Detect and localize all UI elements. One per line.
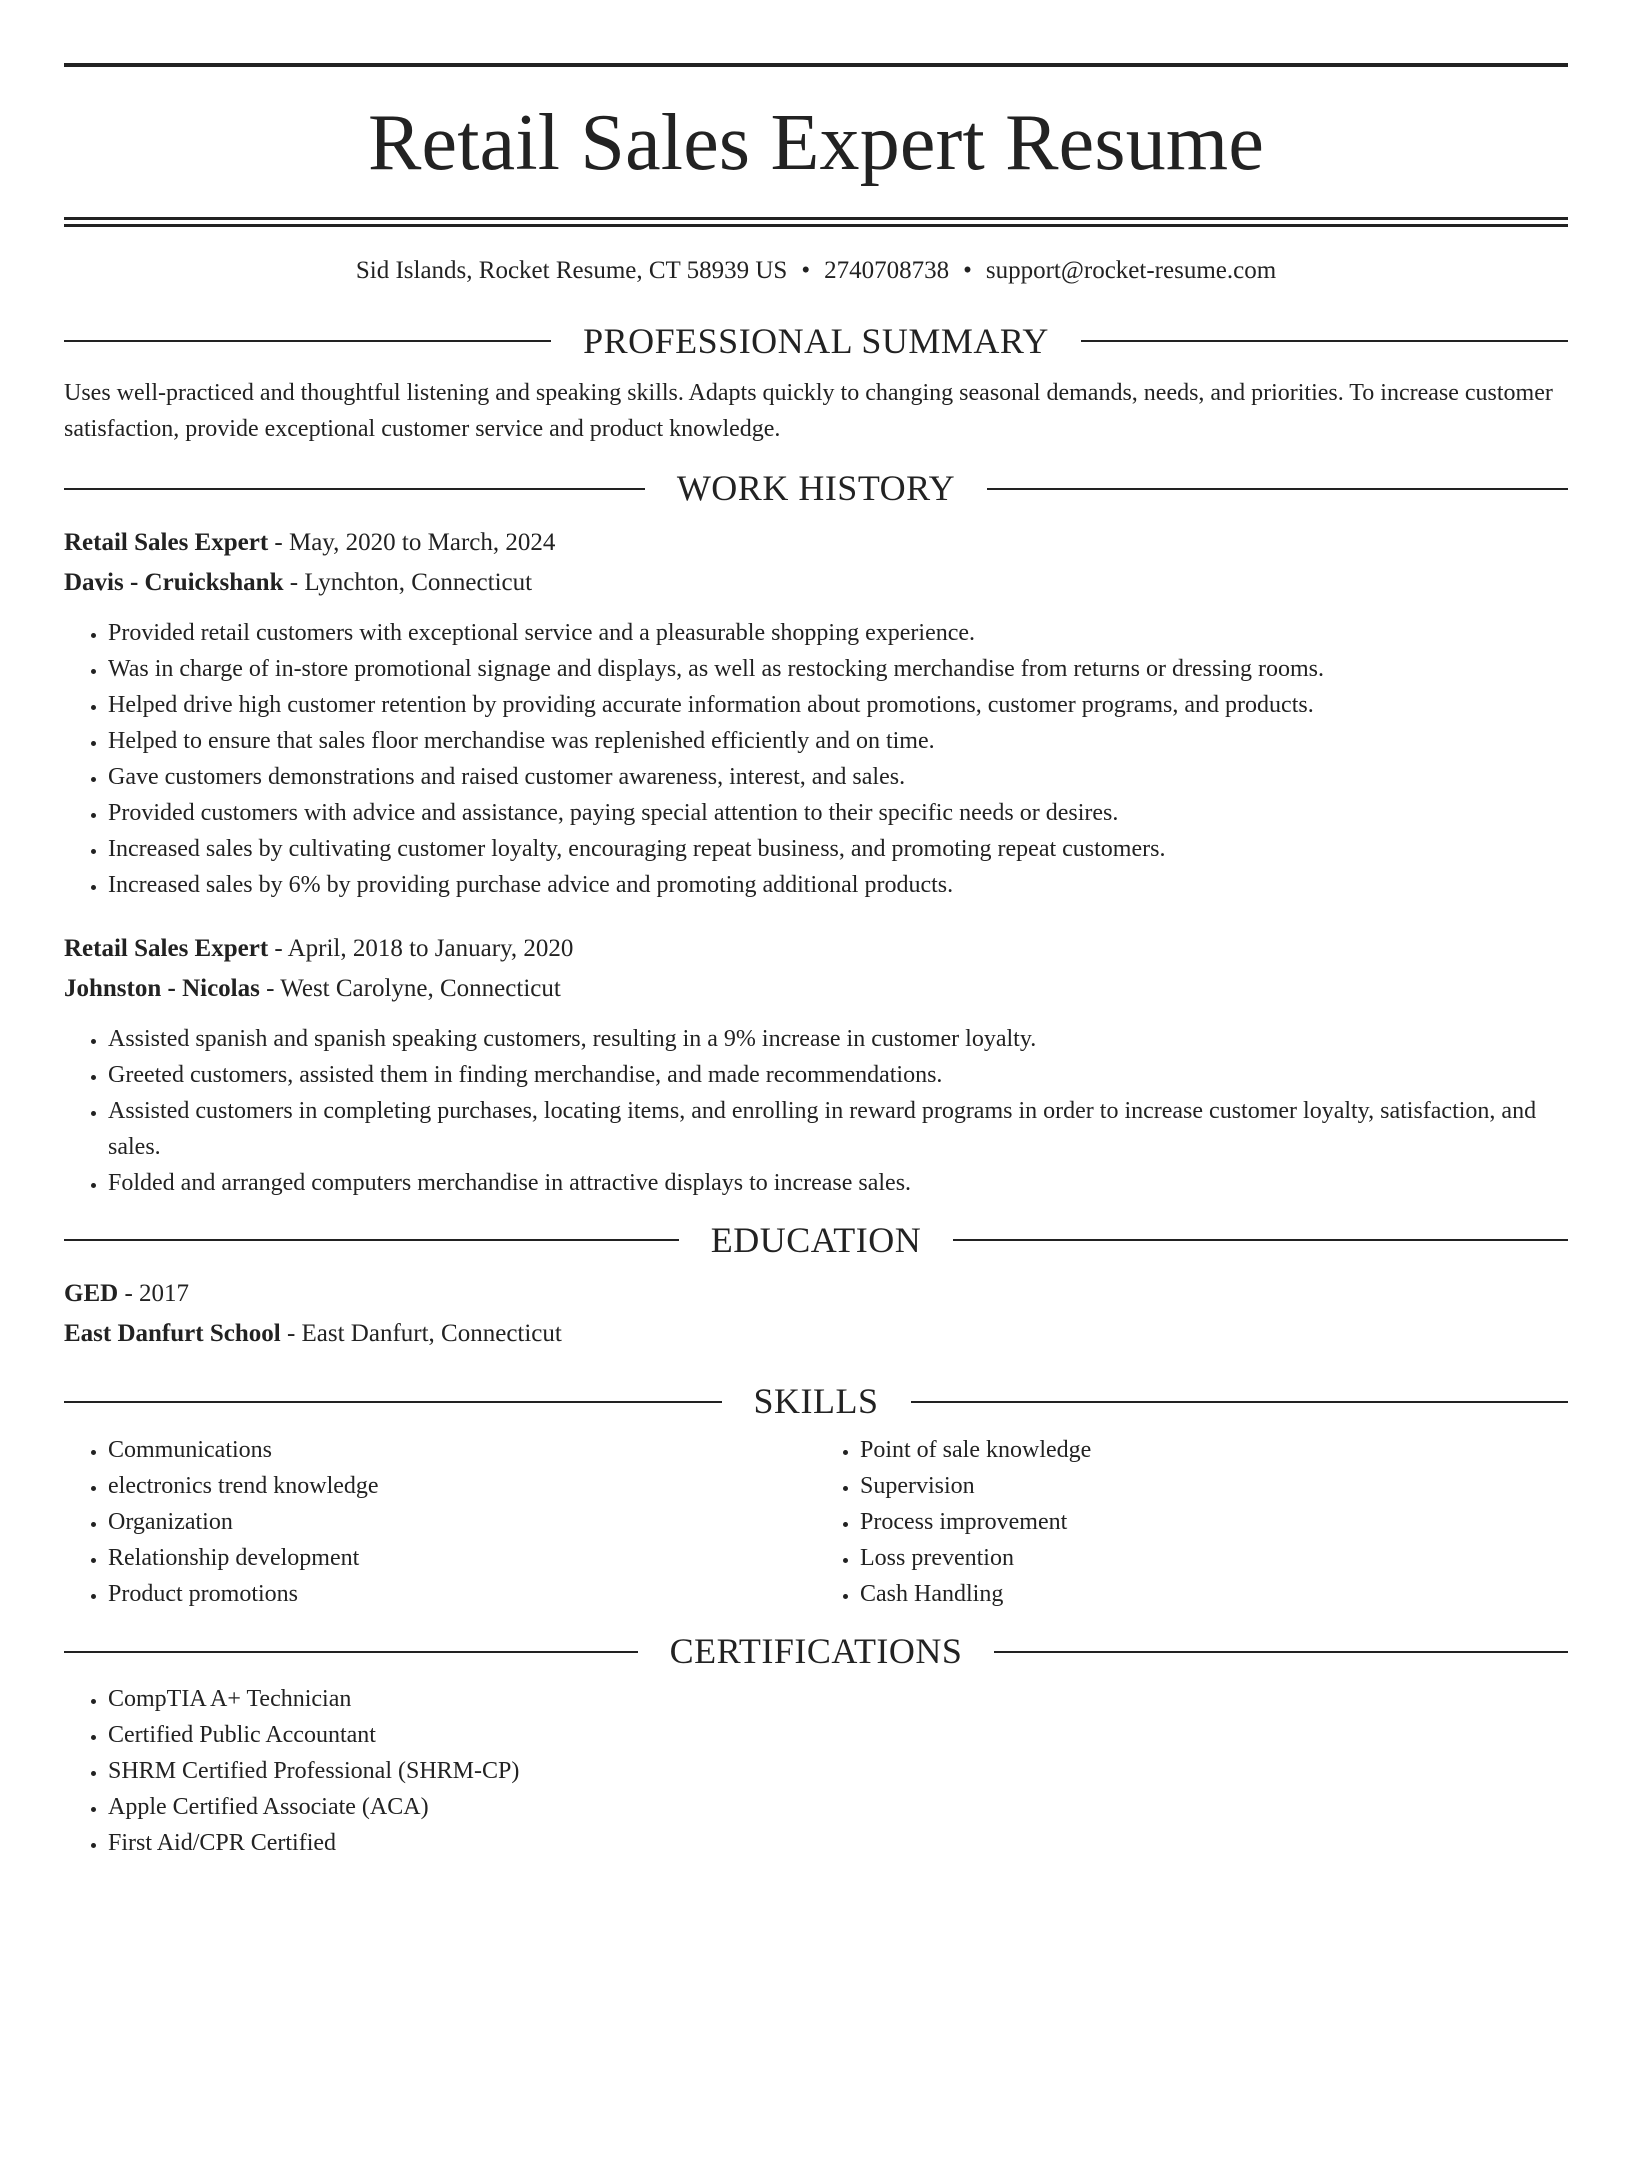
job-company-line: [64, 563, 1568, 603]
summary-text: Uses well-practiced and thoughtful listening and speaking skills. Adapts quickly to changing seasonal demands, needs, and priorities. To increase customer satisfaction, provide exceptional customer service and product knowledge.: [64, 380, 1553, 443]
job-dates: - April, 2018 to January, 2020: [268, 934, 574, 962]
resume-title: Retail Sales Expert Resume: [367, 99, 1265, 187]
section-heading-skills: [64, 1382, 1568, 1422]
section-title: SKILLS: [753, 1381, 879, 1422]
job-entry: [64, 523, 1568, 903]
list-item: • Assisted customers in completing purchases, locating items, and enrolling in reward programs in order to increase customer loyalty, satisfaction, and sales.: [108, 1093, 1568, 1165]
job-company-line: [64, 969, 1568, 1009]
list-item: • Was in charge of in-store promotional signage and displays, as well as restocking merchandise from returns or dressing rooms.: [108, 651, 1568, 687]
list-item: • Certified Public Accountant: [108, 1717, 1568, 1753]
list-item: • Communications: [108, 1432, 816, 1468]
title-double-rule: [64, 217, 1568, 227]
heading-rule: [1081, 340, 1568, 342]
list-item: • electronics trend knowledge: [108, 1468, 816, 1504]
section-title: CERTIFICATIONS: [669, 1630, 963, 1671]
education-year: - 2017: [118, 1280, 190, 1308]
heading-rule: [64, 488, 645, 490]
list-item: • Cash Handling: [860, 1576, 1568, 1612]
list-item: • Process improvement: [860, 1504, 1568, 1540]
job-bullets: [64, 615, 1568, 903]
list-item: • Helped to ensure that sales floor merchandise was replenished efficiently and on time.: [108, 723, 1568, 759]
list-item: • Greeted customers, assisted them in finding merchandise, and made recommendations.: [108, 1057, 1568, 1093]
list-item: • Helped drive high customer retention by providing accurate information about promotions, customer programs, and products.: [108, 687, 1568, 723]
resume-page: [0, 63, 1632, 2175]
contact-line: [64, 255, 1568, 288]
heading-rule: [987, 488, 1568, 490]
list-item: • Folded and arranged computers merchandise in attractive displays to increase sales.: [108, 1165, 1568, 1201]
job-dates: - May, 2020 to March, 2024: [268, 528, 556, 556]
list-item: • Relationship development: [108, 1540, 816, 1576]
list-item: • CompTIA A+ Technician: [108, 1681, 1568, 1717]
job-title: Retail Sales Expert: [64, 528, 269, 556]
section-title: EDUCATION: [710, 1219, 922, 1260]
section-heading-education: [64, 1221, 1568, 1261]
job-title: Retail Sales Expert: [64, 934, 269, 962]
list-item: • First Aid/CPR Certified: [108, 1825, 1568, 1861]
education-degree: GED: [64, 1280, 119, 1308]
list-item: • Increased sales by cultivating customer loyalty, encouraging repeat business, and promoting repeat customers.: [108, 831, 1568, 867]
heading-rule: [64, 1239, 679, 1241]
heading-rule: [64, 1401, 722, 1403]
contact-separator: •: [963, 257, 972, 284]
skills-column-left: [64, 1432, 816, 1612]
job-title-line: [64, 523, 1568, 563]
list-item: • Loss prevention: [860, 1540, 1568, 1576]
list-item: • SHRM Certified Professional (SHRM-CP): [108, 1753, 1568, 1789]
education-location: - East Danfurt, Connecticut: [280, 1320, 562, 1348]
section-title: WORK HISTORY: [676, 468, 956, 509]
section-heading-certifications: [64, 1632, 1568, 1672]
education-school-line: [64, 1314, 1568, 1354]
section-heading-work-history: [64, 469, 1568, 509]
list-item: • Gave customers demonstrations and raised customer awareness, interest, and sales.: [108, 759, 1568, 795]
list-item: • Supervision: [860, 1468, 1568, 1504]
job-title-line: [64, 929, 1568, 969]
list-item: • Apple Certified Associate (ACA): [108, 1789, 1568, 1825]
education-entry: [64, 1274, 1568, 1354]
list-item: • Organization: [108, 1504, 816, 1540]
heading-rule: [64, 1651, 638, 1653]
contact-email: support@rocket-resume.com: [985, 257, 1277, 284]
job-location: - Lynchton, Connecticut: [283, 568, 533, 596]
job-location: - West Carolyne, Connecticut: [259, 974, 561, 1002]
skills-column-right: [816, 1432, 1568, 1612]
heading-rule: [911, 1401, 1569, 1403]
contact-separator: •: [801, 257, 811, 284]
heading-rule: [994, 1651, 1568, 1653]
heading-rule: [953, 1239, 1568, 1241]
list-item: • Assisted spanish and spanish speaking customers, resulting in a 9% increase in customer loyalty.: [108, 1021, 1568, 1057]
list-item: • Point of sale knowledge: [860, 1432, 1568, 1468]
job-entry: [64, 929, 1568, 1201]
section-heading-summary: [64, 322, 1568, 362]
skills-grid: [64, 1432, 1568, 1612]
section-title: PROFESSIONAL SUMMARY: [583, 320, 1049, 361]
job-bullets: [64, 1021, 1568, 1201]
education-school: East Danfurt School: [64, 1320, 281, 1348]
top-rule: [64, 63, 1568, 67]
list-item: • Increased sales by 6% by providing purchase advice and promoting additional products.: [108, 867, 1568, 903]
job-company: Johnston - Nicolas: [64, 974, 260, 1002]
list-item: • Product promotions: [108, 1576, 816, 1612]
list-item: • Provided retail customers with exceptional service and a pleasurable shopping experience.: [108, 615, 1568, 651]
list-item: • Provided customers with advice and assistance, paying special attention to their specific needs or desires.: [108, 795, 1568, 831]
education-degree-line: [64, 1274, 1568, 1314]
contact-phone: 2740708738: [824, 257, 950, 284]
certifications-list: [64, 1681, 1568, 1861]
contact-address: Sid Islands, Rocket Resume, CT 58939 US: [355, 257, 788, 284]
heading-rule: [64, 340, 551, 342]
job-company: Davis - Cruickshank: [64, 568, 284, 596]
